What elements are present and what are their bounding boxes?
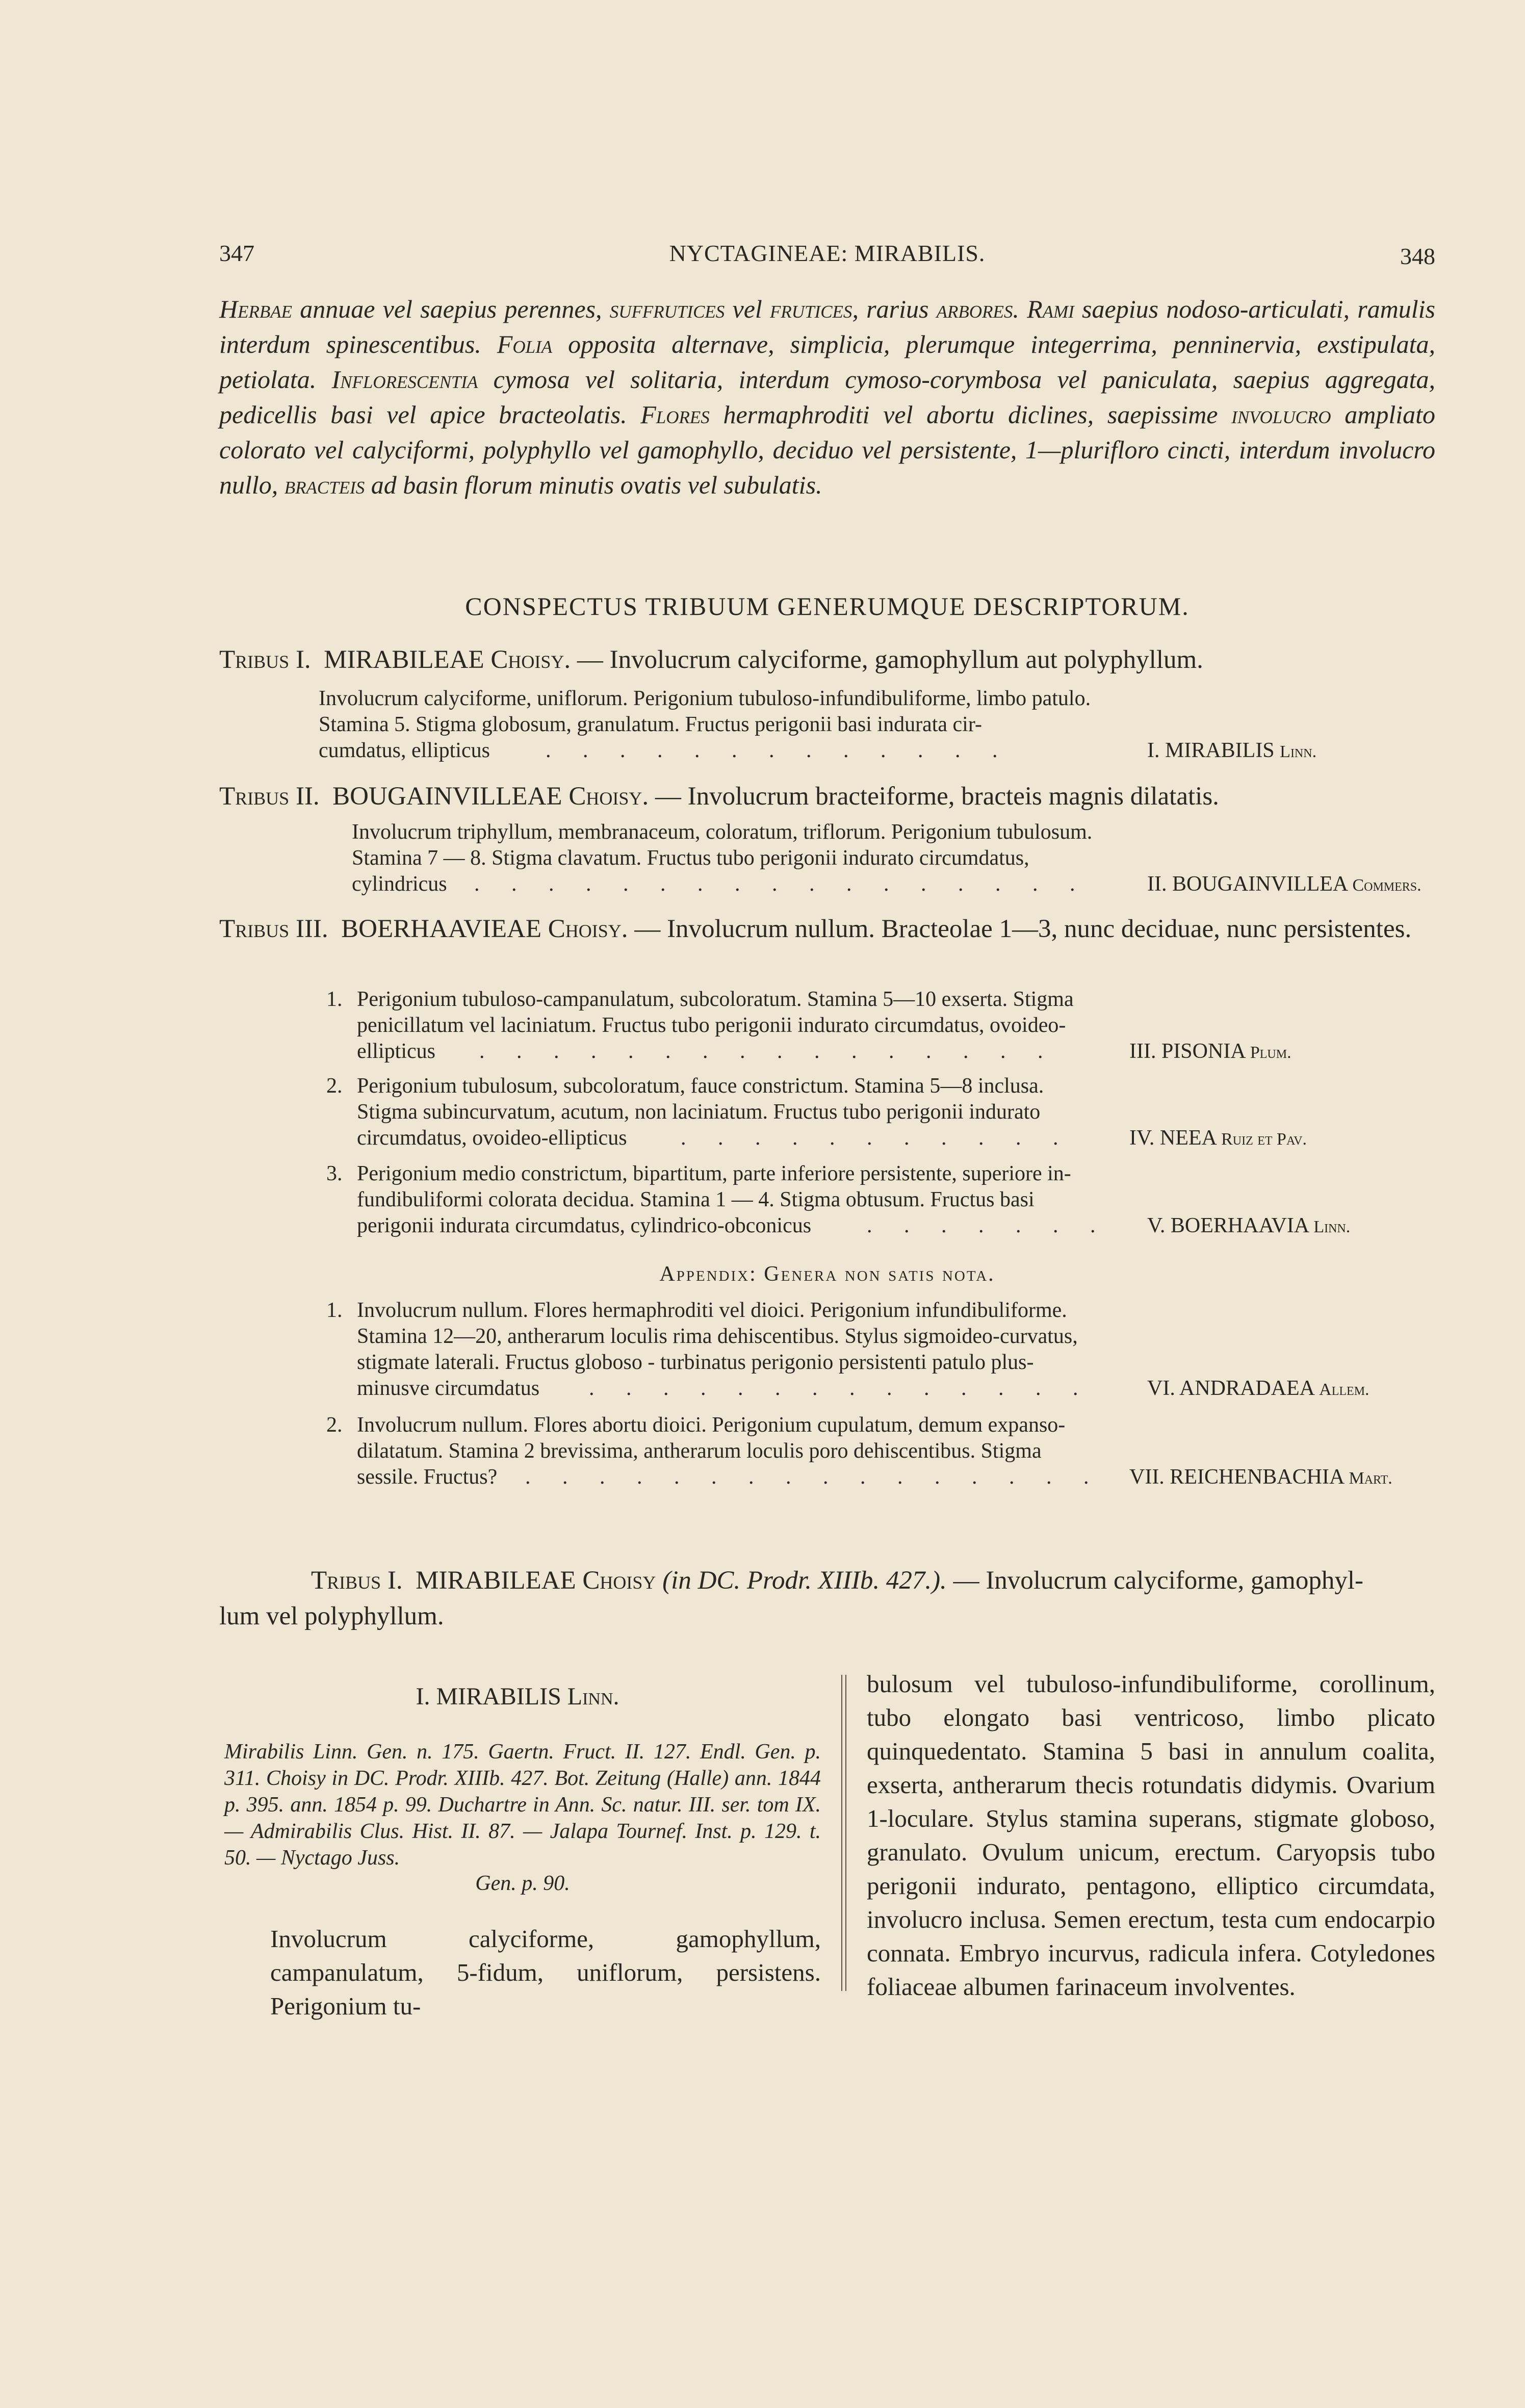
- key-line: Involucrum nullum. Flores abortu dioici. Perigonium cupulatum, demum expanso-: [357, 1413, 1066, 1437]
- tribus-roman: III.: [295, 915, 328, 943]
- intro-segment: annuae vel saepius perennes,: [292, 295, 610, 323]
- page-number-right: 348: [1400, 243, 1435, 269]
- intro-segment: involucro: [1231, 400, 1331, 429]
- tribus-name: BOERHAAVIEAE: [341, 915, 542, 943]
- family-description: [219, 292, 1435, 503]
- key-line: Involucrum nullum. Flores hermaphroditi vel dioici. Perigonium infundibuliforme.: [357, 1299, 1067, 1322]
- key-line: Perigonium tubuloso-campanulatum, subcoloratum. Stamina 5—10 exserta. Stigma: [357, 988, 1074, 1011]
- intro-segment: ad basin florum minutis ovatis vel subulatis.: [365, 471, 822, 499]
- key-number: 1.: [326, 1299, 343, 1322]
- genus-ref: IV. NEEA Ruiz et Pav.: [1129, 1126, 1307, 1150]
- key-number: 2.: [326, 1074, 343, 1098]
- key-line: Involucrum calyciforme, uniflorum. Perigonium tubuloso-infundibuliforme, limbo patulo.: [319, 687, 1091, 710]
- intro-segment: Folia: [497, 330, 553, 358]
- intro-segment: , rarius: [852, 295, 937, 323]
- genus-ref: VI. ANDRADAEA Allem.: [1147, 1377, 1369, 1400]
- key-line: Stamina 7 — 8. Stigma clavatum. Fructus tubo perigonii indurato circumdatus,: [352, 846, 1029, 870]
- tribus-1-detail-heading: [311, 1563, 1435, 1598]
- intro-segment: saepius nodoso-articulati, ramulis interdum spinescentibus.: [219, 295, 1436, 358]
- key-line: Stigma subincurvatum, acutum, non laciniatum. Fructus tubo perigonii indurato: [357, 1100, 1041, 1124]
- intro-segment: frutices: [770, 295, 852, 323]
- tribus-label: Tribus: [219, 782, 290, 811]
- intro-segment: Herbae: [219, 295, 293, 323]
- running-title: NYCTAGINEAE: MIRABILIS.: [669, 240, 986, 266]
- key-line: dilatatum. Stamina 2 brevissima, antherarum loculis poro dehiscentibus. Stigma: [357, 1439, 1042, 1463]
- tribus-1-key: [319, 686, 1435, 764]
- tribus-author: Choisy: [582, 1566, 656, 1595]
- appendix-key-2: [326, 1412, 1435, 1490]
- tribus-roman: II.: [295, 782, 320, 811]
- key-line: penicillatum vel laciniatum. Fructus tubo perigonii indurato circumdatus, ovoideo-: [357, 1014, 1066, 1037]
- tribus-label: Tribus: [311, 1566, 381, 1595]
- tribus-reference: (in DC. Prodr. XIIIb. 427.).: [662, 1566, 947, 1595]
- genus-ref: V. BOERHAAVIA Linn.: [1147, 1214, 1351, 1237]
- tribus-name: BOUGAINVILLEAE: [332, 782, 562, 811]
- dot-leader: . . . . . . . . . . .: [681, 1126, 1072, 1150]
- intro-segment: .: [1013, 295, 1027, 323]
- tribus-3-key-1: [326, 987, 1435, 1065]
- tribus-label: Tribus: [219, 645, 290, 674]
- dot-leader: . . . . . . . . . . . . . . . .: [525, 1465, 1102, 1489]
- key-line: Involucrum triphyllum, membranaceum, coloratum, triflorum. Perigonium tubulosum.: [352, 820, 1093, 844]
- intro-segment: suffrutices: [609, 295, 725, 323]
- dot-leader: . . . . . . .: [867, 1214, 1109, 1237]
- intro-segment: arbores: [936, 295, 1013, 323]
- intro-segment: hermaphroditi vel abortu diclines, saepissime: [709, 400, 1232, 429]
- key-line: circumdatus, ovoideo-ellipticus: [357, 1126, 627, 1150]
- tribus-author: Choisy.: [568, 782, 649, 811]
- genus-ref: VII. REICHENBACHIA Mart.: [1129, 1465, 1392, 1489]
- genus-description-left: Involucrum calyciforme, gamophyllum, campanulatum, 5-fidum, uniflorum, persistens. Perigonium tu-: [270, 1925, 821, 2020]
- tribus-description: — Involucrum bracteiforme, bracteis magnis dilatatis.: [655, 782, 1219, 811]
- dot-leader: . . . . . . . . . . . . . .: [589, 1377, 1092, 1400]
- key-line: minusve circumdatus: [357, 1377, 540, 1400]
- tribus-description: — Involucrum calyciforme, gamophyllum aut polyphyllum.: [577, 645, 1203, 674]
- key-line: Perigonium tubulosum, subcoloratum, fauce constrictum. Stamina 5—8 inclusa.: [357, 1074, 1044, 1098]
- key-line: perigonii indurata circumdatus, cylindrico-obconicus: [357, 1214, 812, 1237]
- tribus-roman: I.: [387, 1566, 403, 1595]
- dot-leader: . . . . . . . . . . . . . . . .: [479, 1040, 1056, 1063]
- synonymy-end: Gen. p. 90.: [475, 1872, 570, 1895]
- conspectus-title: CONSPECTUS TRIBUUM GENERUMQUE DESCRIPTORUM.: [465, 592, 1190, 620]
- intro-segment: Rami: [1027, 295, 1074, 323]
- key-line: Perigonium medio constrictum, bipartitum, parte inferiore persistente, superiore in-: [357, 1162, 1071, 1185]
- intro-segment: bracteis: [284, 471, 365, 499]
- tribus-1-heading: [219, 643, 1435, 676]
- genus-ref: I. MIRABILIS Linn.: [1147, 739, 1317, 762]
- tribus-1-detail-continuation: lum vel polyphyllum.: [219, 1602, 444, 1630]
- intro-segment: Inflorescentia: [331, 365, 478, 394]
- dot-leader: . . . . . . . . . . . . . . . . .: [474, 872, 1089, 896]
- genus-ref: III. PISONIA Plum.: [1129, 1040, 1291, 1063]
- appendix-title: Appendix: Genera non satis nota.: [659, 1262, 995, 1286]
- tribus-author: Choisy.: [548, 915, 628, 943]
- tribus-3-key-2: [326, 1073, 1435, 1151]
- intro-segment: opposita alternave, simplicia, plerumque integerrima, penninervia, exstipulata, petiolata.: [219, 330, 1436, 394]
- synonymy: Mirabilis Linn. Gen. n. 175. Gaertn. Fruct. II. 127. Endl. Gen. p. 311. Choisy in DC. Prodr. XIIIb. 427. Bot. Zeitung (Halle) ann. 1844 p. 395. ann. 1854 p. 99. Duchartre in Ann. Sc. natur. III. ser. tom IX. — Admirabilis Clus. Hist. II. 87. — Jalapa Tournef. Inst. p. 129. t. 50. — Nyctago Juss.: [224, 1740, 821, 1870]
- tribus-label: Tribus: [219, 915, 290, 943]
- key-number: 3.: [326, 1162, 343, 1185]
- genus-heading: I. MIRABILIS Linn.: [416, 1683, 619, 1710]
- tribus-3-heading: [219, 913, 1435, 945]
- column-divider: [841, 1675, 846, 1991]
- key-line: fundibuliformi colorata decidua. Stamina 1 — 4. Stigma obtusum. Fructus basi: [357, 1188, 1035, 1211]
- genus-ref: II. BOUGAINVILLEA Commers.: [1147, 872, 1421, 896]
- running-header: [219, 240, 1435, 275]
- key-line: cylindricus: [352, 872, 447, 896]
- key-line: Stamina 5. Stigma globosum, granulatum. Fructus perigonii basi indurata cir-: [319, 713, 982, 736]
- tribus-2-heading: [219, 780, 1435, 813]
- intro-segment: ampliato colorato vel calyciformi, polyphyllo vel gamophyllo, deciduo vel persistente, 1—plurifloro cincti, interdum involucro nullo,: [219, 400, 1435, 499]
- tribus-roman: I.: [295, 645, 311, 674]
- tribus-name: MIRABILEAE: [416, 1566, 576, 1595]
- intro-segment: Flores: [640, 400, 710, 429]
- key-line: cumdatus, ellipticus: [319, 739, 490, 762]
- appendix-key-1: [326, 1298, 1435, 1402]
- key-line: sessile. Fructus?: [357, 1465, 498, 1489]
- key-line: stigmate laterali. Fructus globoso - turbinatus perigonio persistenti patulo plus-: [357, 1351, 1034, 1374]
- tribus-description: — Involucrum calyciforme, gamophyl-: [953, 1566, 1363, 1595]
- key-number: 1.: [326, 988, 343, 1011]
- tribus-2-key: [352, 819, 1435, 897]
- genus-description-right: bulosum vel tubuloso-infundibuliforme, corollinum, tubo elongato basi ventricoso, limbo plicato quinquedentato. Stamina 5 basi in annulum coalita, exserta, antherarum thecis rotundatis didymis. Ovarium 1-loculare. Stylus stamina superans, stigmate globoso, granulato. Ovulum unicum, erectum. Caryopsis tubo perigonii indurato, pentagono, elliptico circumdata, involucro inclusa. Semen erectum, testa cum endocarpio connata. Embryo incurvus, radicula infera. Cotyledones foliaceae albumen farinaceum involventes.: [867, 1670, 1435, 2001]
- intro-segment: vel: [725, 295, 770, 323]
- key-number: 2.: [326, 1413, 343, 1437]
- tribus-3-key-3: [326, 1161, 1435, 1239]
- tribus-author: Choisy.: [490, 645, 571, 674]
- tribus-description: — Involucrum nullum. Bracteolae 1—3, nunc deciduae, nunc persistentes.: [634, 915, 1412, 943]
- key-line: Stamina 12—20, antherarum loculis rima dehiscentibus. Stylus sigmoideo-curvatus,: [357, 1325, 1078, 1348]
- page-number-left: 347: [219, 240, 254, 266]
- key-line: ellipticus: [357, 1040, 435, 1063]
- dot-leader: . . . . . . . . . . . . .: [546, 739, 1011, 762]
- tribus-name: MIRABILEAE: [324, 645, 484, 674]
- intro-segment: cymosa vel solitaria, interdum cymoso-corymbosa vel paniculata, saepius aggregata, pedicellis basi vel apice bracteolatis.: [219, 365, 1435, 429]
